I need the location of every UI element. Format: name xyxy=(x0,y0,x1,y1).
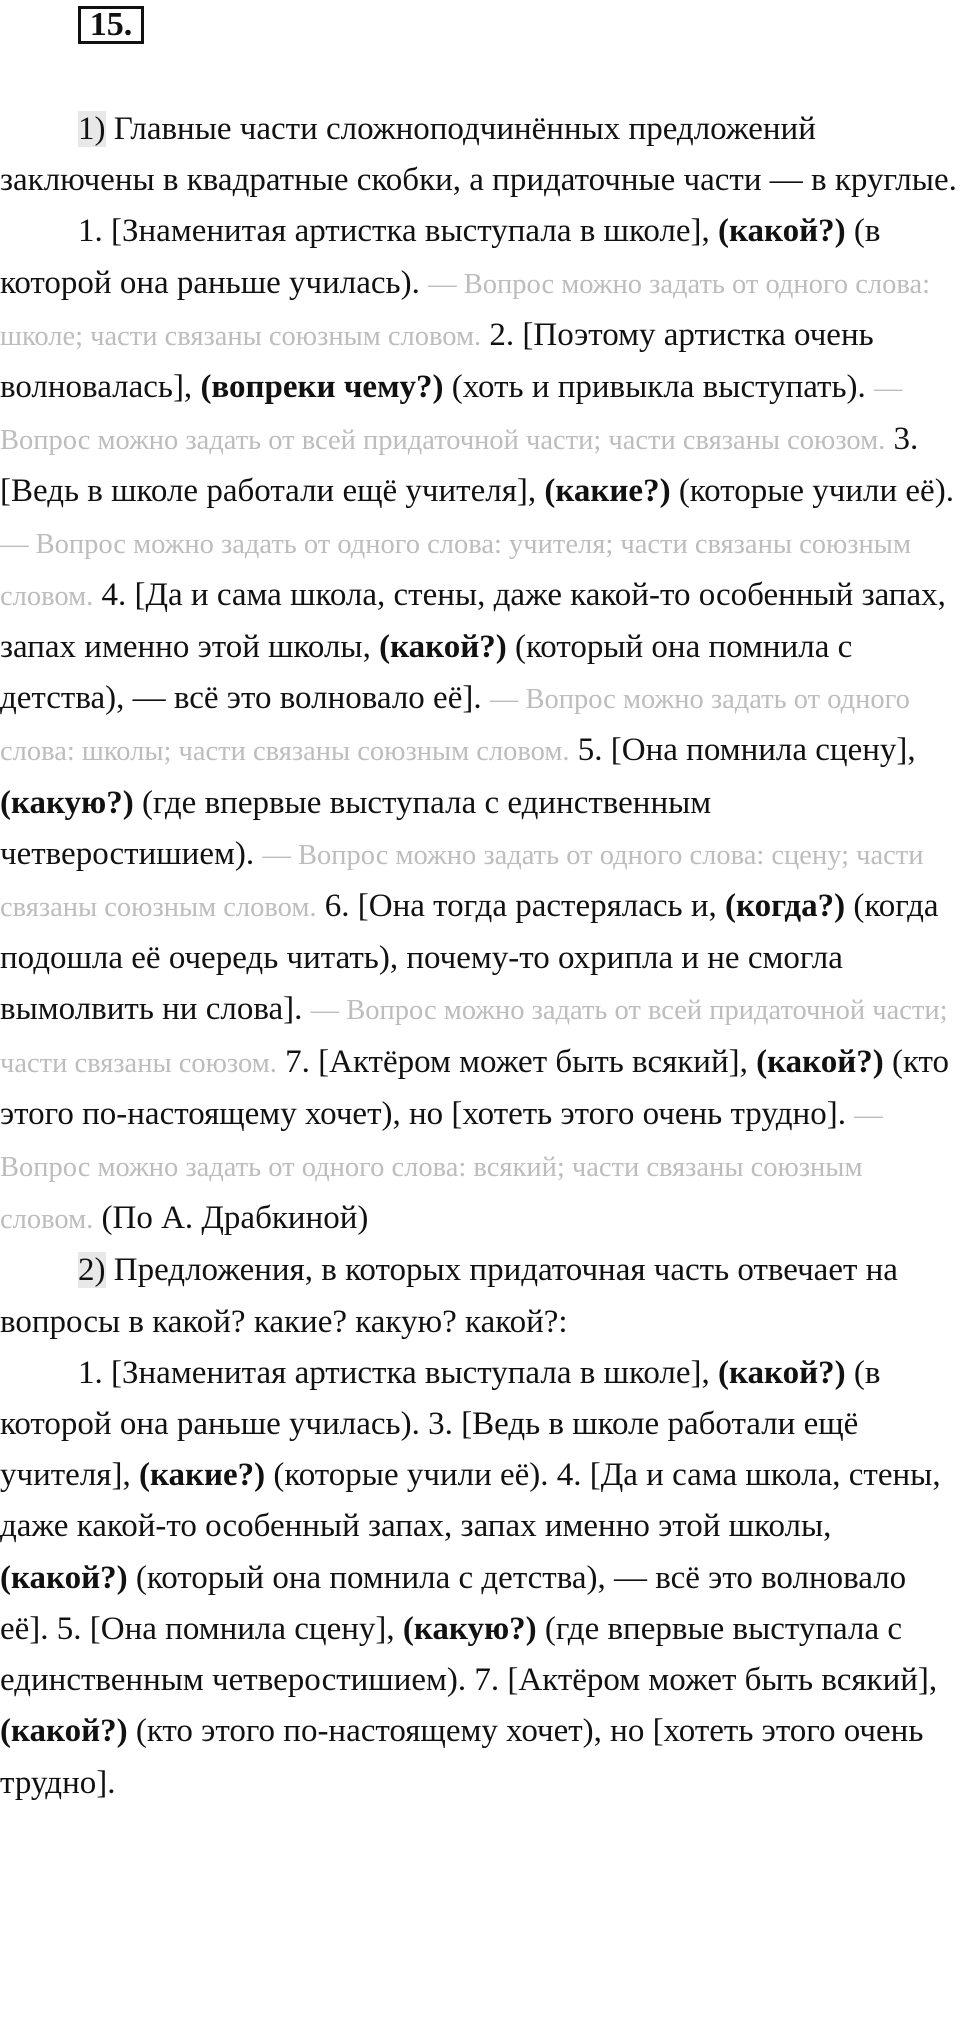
part1-intro xyxy=(0,104,960,206)
p1s6-note: — Вопрос можно задать от всей придаточной части; части связаны союзом. xyxy=(0,995,948,1079)
p2s7-text: 7. [Актёром может быть всякий], xyxy=(466,1662,938,1699)
p1s7-note: — Вопрос можно задать от одного слова: всякий; части связаны союзным словом. xyxy=(0,1099,883,1236)
p2s1-question: (какой?) xyxy=(718,1354,846,1391)
part2-intro xyxy=(0,1245,960,1347)
p2s5-clause: (где впервые выступала с единственным четверостишием). xyxy=(0,1610,903,1699)
p1s4-note: — Вопрос можно задать от одного слова: школы; части связаны союзным словом. xyxy=(0,684,910,768)
task-number-badge: 15. xyxy=(78,6,144,44)
part1-sentences xyxy=(0,206,960,1245)
p1s3-question: (какие?) xyxy=(544,473,671,510)
p1s1-clause: (в которой она раньше училась). xyxy=(0,213,881,301)
p1s3-note: — Вопрос можно задать от одного слова: учителя; части связаны союзным словом. xyxy=(0,528,911,612)
p1s7-text: 7. [Актёром может быть всякий], xyxy=(276,1043,757,1080)
p2s4-clause: (который она помнила с детства), — всё это волновало её]. xyxy=(0,1559,907,1647)
p1s4-clause: (который она помнила с детства), — всё это волновало её]. xyxy=(0,629,853,717)
part1-label: 1) xyxy=(78,111,106,147)
p1s2-clause: (хоть и привыкла выступать). xyxy=(443,369,874,406)
p1s2-text: 2. [Поэтому артистка очень волновалась], xyxy=(0,316,874,406)
p1s1-question: (какой?) xyxy=(718,213,846,250)
p1s5-question: (какую?) xyxy=(0,784,134,821)
part2-intro-text: Предложения, в которых придаточная часть отвечает на вопросы в какой? какие? какую? какой?: xyxy=(0,1252,898,1340)
p2s4-text: 4. [Да и сама школа, стены, даже какой-то особенный запах, запах именно этой школы, xyxy=(0,1457,941,1545)
p1s4-question: (какой?) xyxy=(379,629,507,666)
p1s7-question: (какой?) xyxy=(756,1043,884,1080)
p2s3-question: (какие?) xyxy=(138,1457,266,1494)
p1s7-clause: (кто этого по-настоящему хочет), но [хотеть этого очень трудно]. xyxy=(0,1043,950,1132)
p2s3-text: 3. [Ведь в школе работали ещё учителя], xyxy=(0,1406,859,1494)
p2s5-question: (какую?) xyxy=(402,1610,537,1647)
p1s1-note: — Вопрос можно задать от одного слова: школе; части связаны союзным словом. xyxy=(0,268,931,352)
p1s5-text: 5. [Она помнила сцену], xyxy=(569,732,916,769)
p1s5-clause: (где впервые выступала с единственным четверостишием). xyxy=(0,784,712,872)
p2s1-text: 1. [Знаменитая артистка выступала в школе], xyxy=(78,1354,718,1391)
part2-label: 2) xyxy=(78,1252,106,1289)
p1s3-clause: (которые учили её). xyxy=(670,473,954,510)
p2s3-clause: (которые учили её). xyxy=(265,1457,549,1494)
p1s2-question: (вопреки чему?) xyxy=(200,369,444,406)
p1s2-note: — Вопрос можно задать от всей придаточной части; части связаны союзом. xyxy=(0,373,903,457)
source-attribution: (По А. Драбкиной) xyxy=(93,1200,369,1237)
p2s7-clause: (кто этого по-настоящему хочет), но [хотеть этого очень трудно]. xyxy=(0,1713,924,1801)
p2s7-question: (какой?) xyxy=(0,1713,128,1750)
p1s4-text: 4. [Да и сама школа, стены, даже какой-то особенный запах, запах именно этой школы, xyxy=(0,576,946,666)
p1s6-clause: (когда подошла её очередь читать), почему-то охрипла и не смогла вымолвить ни слова]. xyxy=(0,888,939,1028)
p2s1-clause: (в которой она раньше училась). xyxy=(0,1354,881,1443)
p1s6-question: (когда?) xyxy=(725,888,846,925)
answer-content xyxy=(0,104,960,1809)
p1s1-text: 1. [Знаменитая артистка выступала в школе], xyxy=(78,213,718,250)
p2s5-text: 5. [Она помнила сцену], xyxy=(48,1610,403,1647)
p1s3-text: 3. [Ведь в школе работали ещё учителя], xyxy=(0,421,919,510)
part2-sentences xyxy=(0,1348,960,1809)
p1s6-text: 6. [Она тогда растерялась и, xyxy=(316,888,726,925)
p2s4-question: (какой?) xyxy=(0,1559,128,1596)
p1s5-note: — Вопрос можно задать от одного слова: сцену; части связаны союзным словом. xyxy=(0,839,924,924)
part1-intro-text: Главные части сложноподчинённых предложений заключены в квадратные скобки, а придаточные части — в круглые. xyxy=(0,111,957,199)
